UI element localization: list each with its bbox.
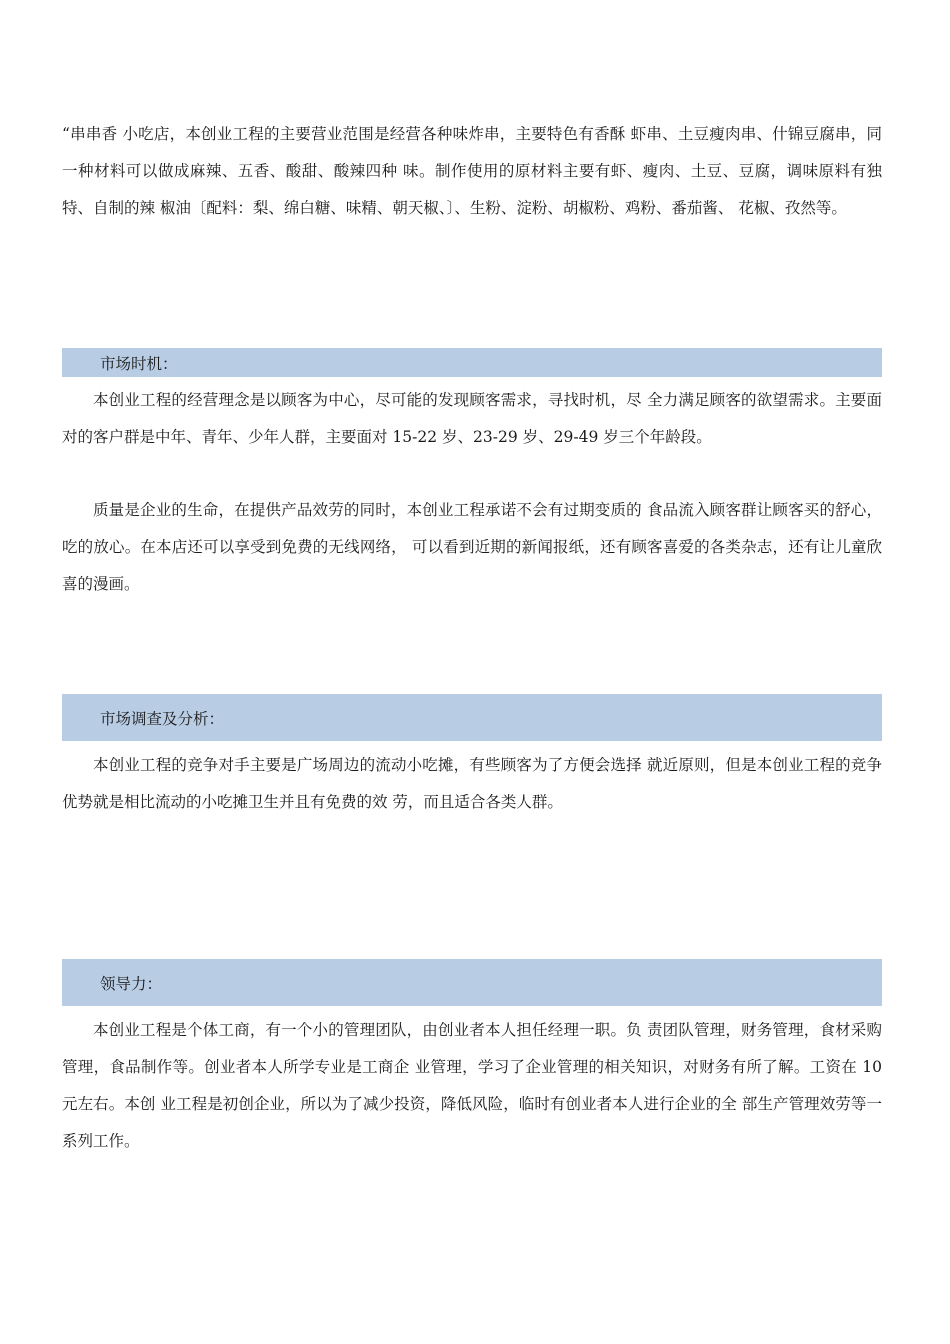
section-heading-leadership	[62, 959, 882, 1006]
market-research-paragraph: 本创业工程的竞争对手主要是广场周边的流动小吃摊，有些顾客为了方便会选择 就近原则，但是本创业工程的竞争优势就是相比流动的小吃摊卫生并且有免费的效 劳，而且适合各类人群。	[62, 756, 882, 811]
section-heading-label: 领导力：	[100, 974, 163, 993]
leadership-paragraph: 本创业工程是个体工商，有一个小的管理团队，由创业者本人担任经理一职。负 责团队管理，财务管理，食材采购管理，食品制作等。创业者本人所学专业是工商企 业管理，学习了企业管理的相关知识，对财务有所了解。工资在 10 元左右。本创 业工程是初创企业，所以为了减少投资，降低风险，临时有创业者本人进行企业的全 部生产管理效劳等一系列工作。	[62, 1021, 882, 1150]
section-heading-label: 市场调查及分析：	[100, 709, 225, 728]
intro-paragraph: “串串香 小吃店，本创业工程的主要营业范围是经营各种味炸串，主要特色有香酥 虾串、土豆瘦肉串、什锦豆腐串，同一种材料可以做成麻辣、五香、酸甜、酸辣四种 味。制作使用的原材料主要有虾、瘦肉、土豆、豆腐，调味原料有独特、自制的辣 椒油〔配料：梨、绵白糖、味精、朝天椒、〕、生粉、淀粉、胡椒粉、鸡粉、番茄酱、 花椒、孜然等。	[62, 125, 882, 217]
section-heading-label: 市场时机：	[100, 354, 178, 373]
section-heading-market-research	[62, 694, 882, 741]
market-opportunity-paragraph-2: 质量是企业的生命，在提供产品效劳的同时，本创业工程承诺不会有过期变质的 食品流入顾客群让顾客买的舒心，吃的放心。在本店还可以享受到免费的无线网络， 可以看到近期的新闻报纸，还有顾客喜爱的各类杂志，还有让儿童欣喜的漫画。	[62, 501, 882, 593]
market-opportunity-paragraph-1: 本创业工程的经营理念是以顾客为中心，尽可能的发现顾客需求，寻找时机，尽 全力满足顾客的欲望需求。主要面对的客户群是中年、青年、少年人群，主要面对 15-22 岁、23-29 岁、29-49 岁三个年龄段。	[62, 391, 882, 446]
section-heading-market-opportunity	[62, 348, 882, 377]
